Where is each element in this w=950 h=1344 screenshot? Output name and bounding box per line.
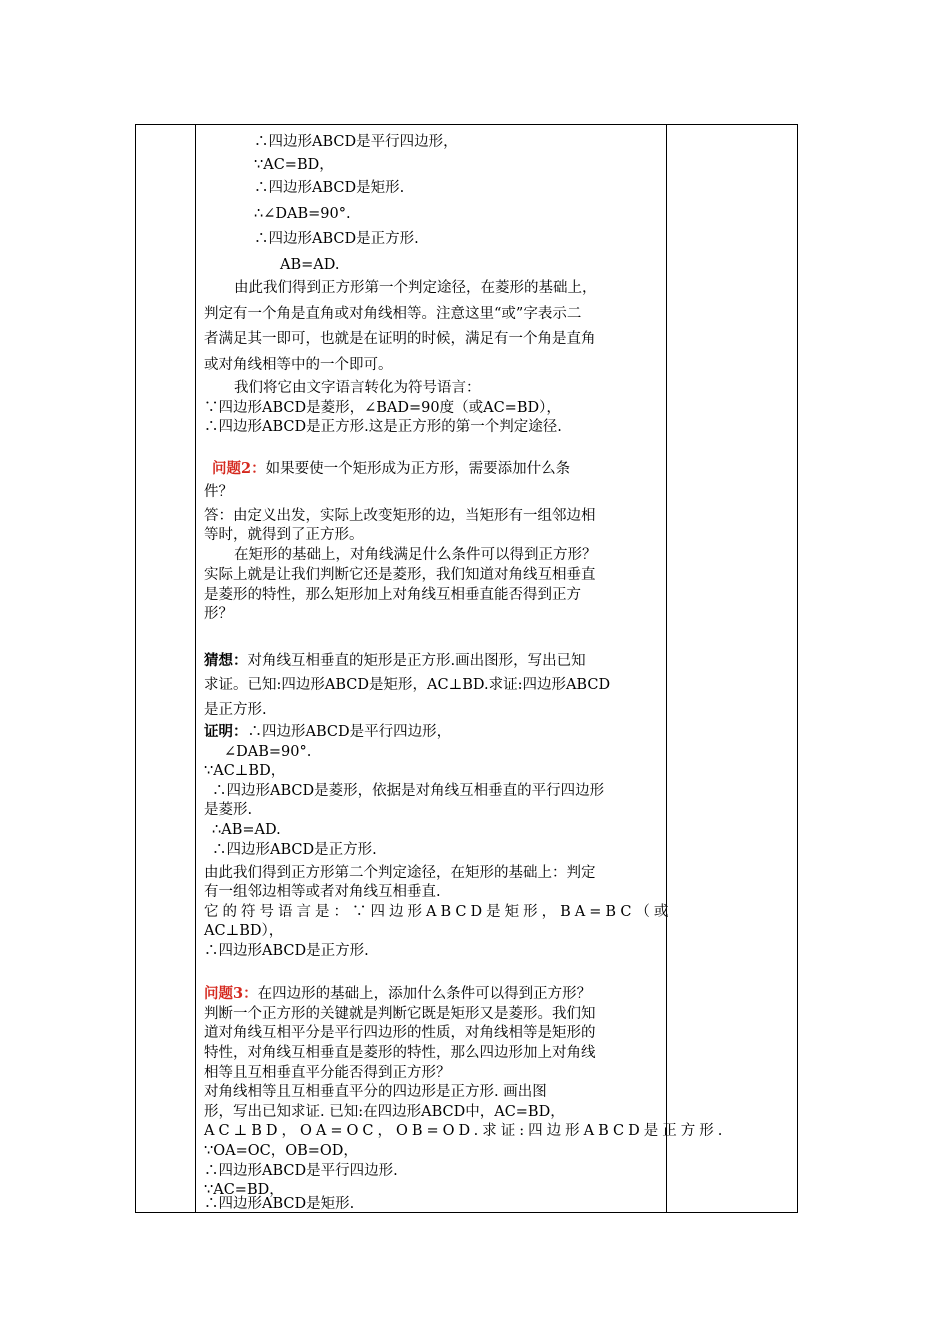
text-line: ∴四边形ABCD是平行四边形， bbox=[254, 134, 458, 150]
text-line: ∴四边形ABCD是矩形. bbox=[254, 180, 405, 196]
text-line: ∵四边形ABCD是菱形，∠BAD=90度（或AC=BD）， bbox=[204, 400, 561, 416]
proof-label: 证明： bbox=[204, 723, 248, 740]
text-line: 判定有一个角是直角或对角线相等。注意这里“或”字表示二 bbox=[204, 306, 582, 322]
text-line: 件？ bbox=[204, 484, 233, 500]
text-line: 证明：∴四边形ABCD是平行四边形， bbox=[204, 723, 452, 740]
text-line: 是菱形的特性，那么矩形加上对角线互相垂直能否得到正方 bbox=[204, 587, 581, 603]
text-line: 它的符号语言是：∵四边形ABCD是矩形，BA=BC（或 bbox=[204, 904, 673, 920]
text-line: 有一组邻边相等或者对角线互相垂直. bbox=[204, 884, 441, 900]
text-line: ∴四边形ABCD是正方形. bbox=[254, 231, 419, 247]
text-line: 者满足其一即可，也就是在证明的时候，满足有一个角是直角 bbox=[204, 331, 596, 347]
text-line: 由此我们得到正方形第一个判定途径，在菱形的基础上， bbox=[234, 280, 597, 296]
lesson-content bbox=[196, 125, 727, 1212]
text-line: 问题2：如果要使一个矩形成为正方形，需要添加什么条 bbox=[212, 460, 571, 477]
text-line: 问题3：在四边形的基础上，添加什么条件可以得到正方形？ bbox=[204, 985, 592, 1002]
text-line: 实际上就是让我们判断它还是菱形，我们知道对角线互相垂直 bbox=[204, 567, 596, 583]
text-line: 我们将它由文字语言转化为符号语言： bbox=[234, 380, 481, 396]
text-line: ∴AB=AD. bbox=[212, 822, 281, 838]
text-line: AB=AD. bbox=[280, 257, 340, 273]
text-line: 是菱形. bbox=[204, 802, 253, 818]
text-line: 道对角线互相平分是平行四边形的性质，对角线相等是矩形的 bbox=[204, 1025, 596, 1041]
text-line: AC⊥BD，OA=OC，OB=OD.求证:四边形ABCD是正方形. bbox=[204, 1123, 727, 1139]
text-line: ∵OA=OC，OB=OD， bbox=[204, 1143, 358, 1159]
text-line: ∵AC=BD， bbox=[254, 157, 334, 173]
text-line: 判断一个正方形的关键就是判断它既是矩形又是菱形。我们知 bbox=[204, 1006, 596, 1022]
text-line: 或对角线相等中的一个即可。 bbox=[204, 357, 393, 373]
text-line: ∴四边形ABCD是菱形，依据是对角线互相垂直的平行四边形 bbox=[212, 783, 605, 799]
content-cell bbox=[196, 125, 727, 1213]
text-line: ∴四边形ABCD是正方形. bbox=[212, 842, 377, 858]
text-line: 在矩形的基础上，对角线满足什么条件可以得到正方形？ bbox=[234, 547, 597, 563]
text-line: 形？ bbox=[204, 606, 233, 622]
text-line: 形，写出已知求证. 已知:在四边形ABCD中，AC=BD， bbox=[204, 1104, 565, 1120]
conjecture-label: 猜想： bbox=[204, 652, 248, 669]
text-line: AC⊥BD）， bbox=[204, 923, 284, 939]
text-line: ∴四边形ABCD是正方形.这是正方形的第一个判定途径. bbox=[204, 419, 562, 435]
text-line: 相等且互相垂直平分能否得到正方形？ bbox=[204, 1065, 451, 1081]
lesson-table bbox=[135, 124, 798, 1213]
text-line: 求证。已知:四边形ABCD是矩形，AC⊥BD.求证:四边形ABCD bbox=[204, 677, 611, 693]
left-column-cell bbox=[136, 125, 196, 1213]
text-line: 等时，就得到了正方形。 bbox=[204, 527, 364, 543]
text-line: ∴∠DAB=90°. bbox=[254, 206, 351, 222]
text-line: 特性，对角线互相垂直是菱形的特性，那么四边形加上对角线 bbox=[204, 1045, 596, 1061]
text-line: ∴四边形ABCD是正方形. bbox=[204, 943, 369, 959]
right-column-cell bbox=[667, 125, 798, 1213]
text-line: ∠DAB=90°. bbox=[224, 744, 312, 760]
text-line: 是正方形. bbox=[204, 702, 267, 718]
text-line: ∴四边形ABCD是矩形. bbox=[204, 1196, 355, 1212]
text-line: ∵AC=BD， bbox=[204, 1182, 284, 1198]
text-line: ∴四边形ABCD是平行四边形. bbox=[204, 1163, 398, 1179]
text-line: 答：由定义出发，实际上改变矩形的边，当矩形有一组邻边相 bbox=[204, 508, 596, 524]
text-line: 猜想：对角线互相垂直的矩形是正方形.画出图形，写出已知 bbox=[204, 652, 586, 669]
text-line: 由此我们得到正方形第二个判定途径，在矩形的基础上：判定 bbox=[204, 865, 596, 881]
question-3-label: 问题3： bbox=[204, 985, 258, 1002]
text-line: ∵AC⊥BD， bbox=[204, 763, 286, 779]
question-2-label: 问题2： bbox=[212, 460, 266, 477]
text-line: 对角线相等且互相垂直平分的四边形是正方形. 画出图 bbox=[204, 1084, 547, 1100]
